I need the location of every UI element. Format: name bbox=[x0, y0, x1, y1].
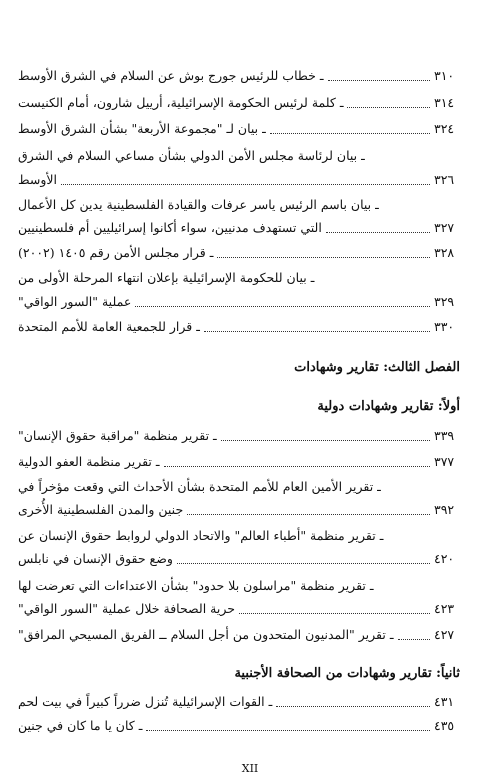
toc-entry-continuation[interactable] bbox=[18, 218, 460, 238]
toc-entry[interactable] bbox=[18, 268, 460, 288]
chapter-heading: الفصل الثالث: تقارير وشهادات bbox=[294, 360, 460, 375]
toc-entry-continuation[interactable] bbox=[18, 170, 460, 190]
toc-entry[interactable] bbox=[18, 243, 460, 263]
toc-entry-page: ٣١٤ bbox=[434, 95, 455, 110]
toc-entry-title: ـ خطاب للرئيس جورج بوش عن السلام في الشرق الأوسط bbox=[18, 68, 324, 83]
toc-entry-title: جنين والمدن الفلسطينية الأُخرى bbox=[18, 502, 184, 517]
toc-entry[interactable] bbox=[18, 625, 460, 645]
section-heading: أولاً: تقارير وشهادات دولية bbox=[317, 399, 460, 414]
toc-entry-page: ٣١٠ bbox=[434, 68, 455, 83]
toc-entry-title: ـ تقرير منظمة العفو الدولية bbox=[18, 454, 160, 469]
toc-entry-title: عملية "السور الواقي" bbox=[18, 294, 132, 309]
toc-entry[interactable] bbox=[18, 692, 460, 712]
toc-entry-title: ـ بيان باسم الرئيس ياسر عرفات والقيادة الفلسطينية يدين كل الأعمال bbox=[18, 197, 379, 212]
toc-entry-title: الأوسط bbox=[18, 172, 57, 187]
toc-entry-page: ٤٣٥ bbox=[434, 718, 455, 733]
toc-entry-title: ـ كان يا ما كان في جنين bbox=[18, 718, 143, 733]
dot-leader bbox=[221, 440, 430, 441]
toc-entry-continuation[interactable] bbox=[18, 599, 460, 619]
toc-entry-continuation[interactable] bbox=[18, 549, 460, 569]
toc-entry-title: حرية الصحافة خلال عملية "السور الواقي" bbox=[18, 601, 235, 616]
toc-entry-title: وضع حقوق الإنسان في نابلس bbox=[18, 551, 173, 566]
toc-entry-page: ٤٢٧ bbox=[434, 627, 455, 642]
toc-entry-title: ـ تقرير منظمة "أطباء العالم" والاتحاد الدولي لروابط حقوق الإنسان عن bbox=[18, 528, 384, 543]
toc-entry-title: ـ كلمة لرئيس الحكومة الإسرائيلية، أرييل شارون، أمام الكنيست bbox=[18, 95, 344, 110]
dot-leader bbox=[328, 80, 431, 81]
dot-leader bbox=[164, 466, 430, 467]
dot-leader bbox=[326, 232, 430, 233]
toc-entry-continuation[interactable] bbox=[18, 292, 460, 312]
toc-entry-page: ٣٢٦ bbox=[434, 172, 455, 187]
toc-entry-title: ـ بيان لـ "مجموعة الأربعة" بشأن الشرق الأوسط bbox=[18, 121, 266, 136]
toc-entry[interactable] bbox=[18, 452, 460, 472]
toc-entry-title: ـ قرار مجلس الأمن رقم ١٤٠٥ (٢٠٠٢) bbox=[18, 245, 214, 260]
toc-entry-title: ـ بيان للحكومة الإسرائيلية بإعلان انتهاء المرحلة الأولى من bbox=[18, 270, 315, 285]
toc-entry-page: ٤٢٠ bbox=[434, 551, 455, 566]
dot-leader bbox=[276, 706, 430, 707]
toc-entry-page: ٤٢٣ bbox=[434, 601, 455, 616]
toc-entry-page: ٣٢٧ bbox=[434, 220, 455, 235]
dot-leader bbox=[217, 257, 430, 258]
dot-leader bbox=[347, 107, 430, 108]
toc-entry-page: ٣٩٢ bbox=[434, 502, 455, 517]
toc-entry-page: ٤٣١ bbox=[434, 694, 455, 709]
toc-entry-title: التي تستهدف مدنيين، سواء أكانوا إسرائيليين أم فلسطينيين bbox=[18, 220, 322, 235]
toc-entry[interactable] bbox=[18, 477, 460, 497]
toc-entry-page: ٣٣٠ bbox=[434, 319, 455, 334]
toc-entry[interactable] bbox=[18, 146, 460, 166]
dot-leader bbox=[398, 639, 431, 640]
toc-entry-title: ـ تقرير منظمة "مراسلون بلا حدود" بشأن الاعتداءات التي تعرضت لها bbox=[18, 578, 374, 593]
dot-leader bbox=[239, 613, 430, 614]
toc-entry-continuation[interactable] bbox=[18, 500, 460, 520]
toc-entry[interactable] bbox=[18, 119, 460, 139]
dot-leader bbox=[177, 563, 430, 564]
dot-leader bbox=[146, 730, 430, 731]
toc-entry[interactable] bbox=[18, 426, 460, 446]
toc-entry-title: ـ تقرير "المدنيون المتحدون من أجل السلام ــ الفريق المسيحي المرافق" bbox=[18, 627, 394, 642]
toc-entry[interactable] bbox=[18, 317, 460, 337]
toc-entry-title: ـ تقرير الأمين العام للأمم المتحدة بشأن الأحداث التي وقعت مؤخراً في bbox=[18, 479, 381, 494]
toc-entry-title: ـ القوات الإسرائيلية تُنزل ضرراً كبيراً في بيت لحم bbox=[18, 694, 273, 709]
toc-entry[interactable] bbox=[18, 66, 460, 86]
dot-leader bbox=[270, 133, 430, 134]
toc-entry[interactable] bbox=[18, 576, 460, 596]
toc-entry-page: ٣٢٤ bbox=[434, 121, 455, 136]
section-heading: ثانياً: تقارير وشهادات من الصحافة الأجنبية bbox=[234, 666, 460, 681]
toc-entry-page: ٣٧٧ bbox=[434, 454, 455, 469]
dot-leader bbox=[135, 306, 430, 307]
toc-entry-page: ٣٢٩ bbox=[434, 294, 455, 309]
toc-entry-page: ٣٣٩ bbox=[434, 428, 455, 443]
toc-entry[interactable] bbox=[18, 716, 460, 736]
dot-leader bbox=[204, 331, 430, 332]
dot-leader bbox=[187, 514, 430, 515]
dot-leader bbox=[61, 184, 430, 185]
page-number: XII bbox=[241, 762, 259, 775]
toc-entry-title: ـ قرار للجمعية العامة للأمم المتحدة bbox=[18, 319, 200, 334]
toc-entry-page: ٣٢٨ bbox=[434, 245, 455, 260]
toc-entry[interactable] bbox=[18, 195, 460, 215]
toc-entry-title: ـ بيان لرئاسة مجلس الأمن الدولي بشأن مساعي السلام في الشرق bbox=[18, 148, 365, 163]
toc-entry[interactable] bbox=[18, 526, 460, 546]
toc-entry[interactable] bbox=[18, 93, 460, 113]
toc-entry-title: ـ تقرير منظمة "مراقبة حقوق الإنسان" bbox=[18, 428, 217, 443]
